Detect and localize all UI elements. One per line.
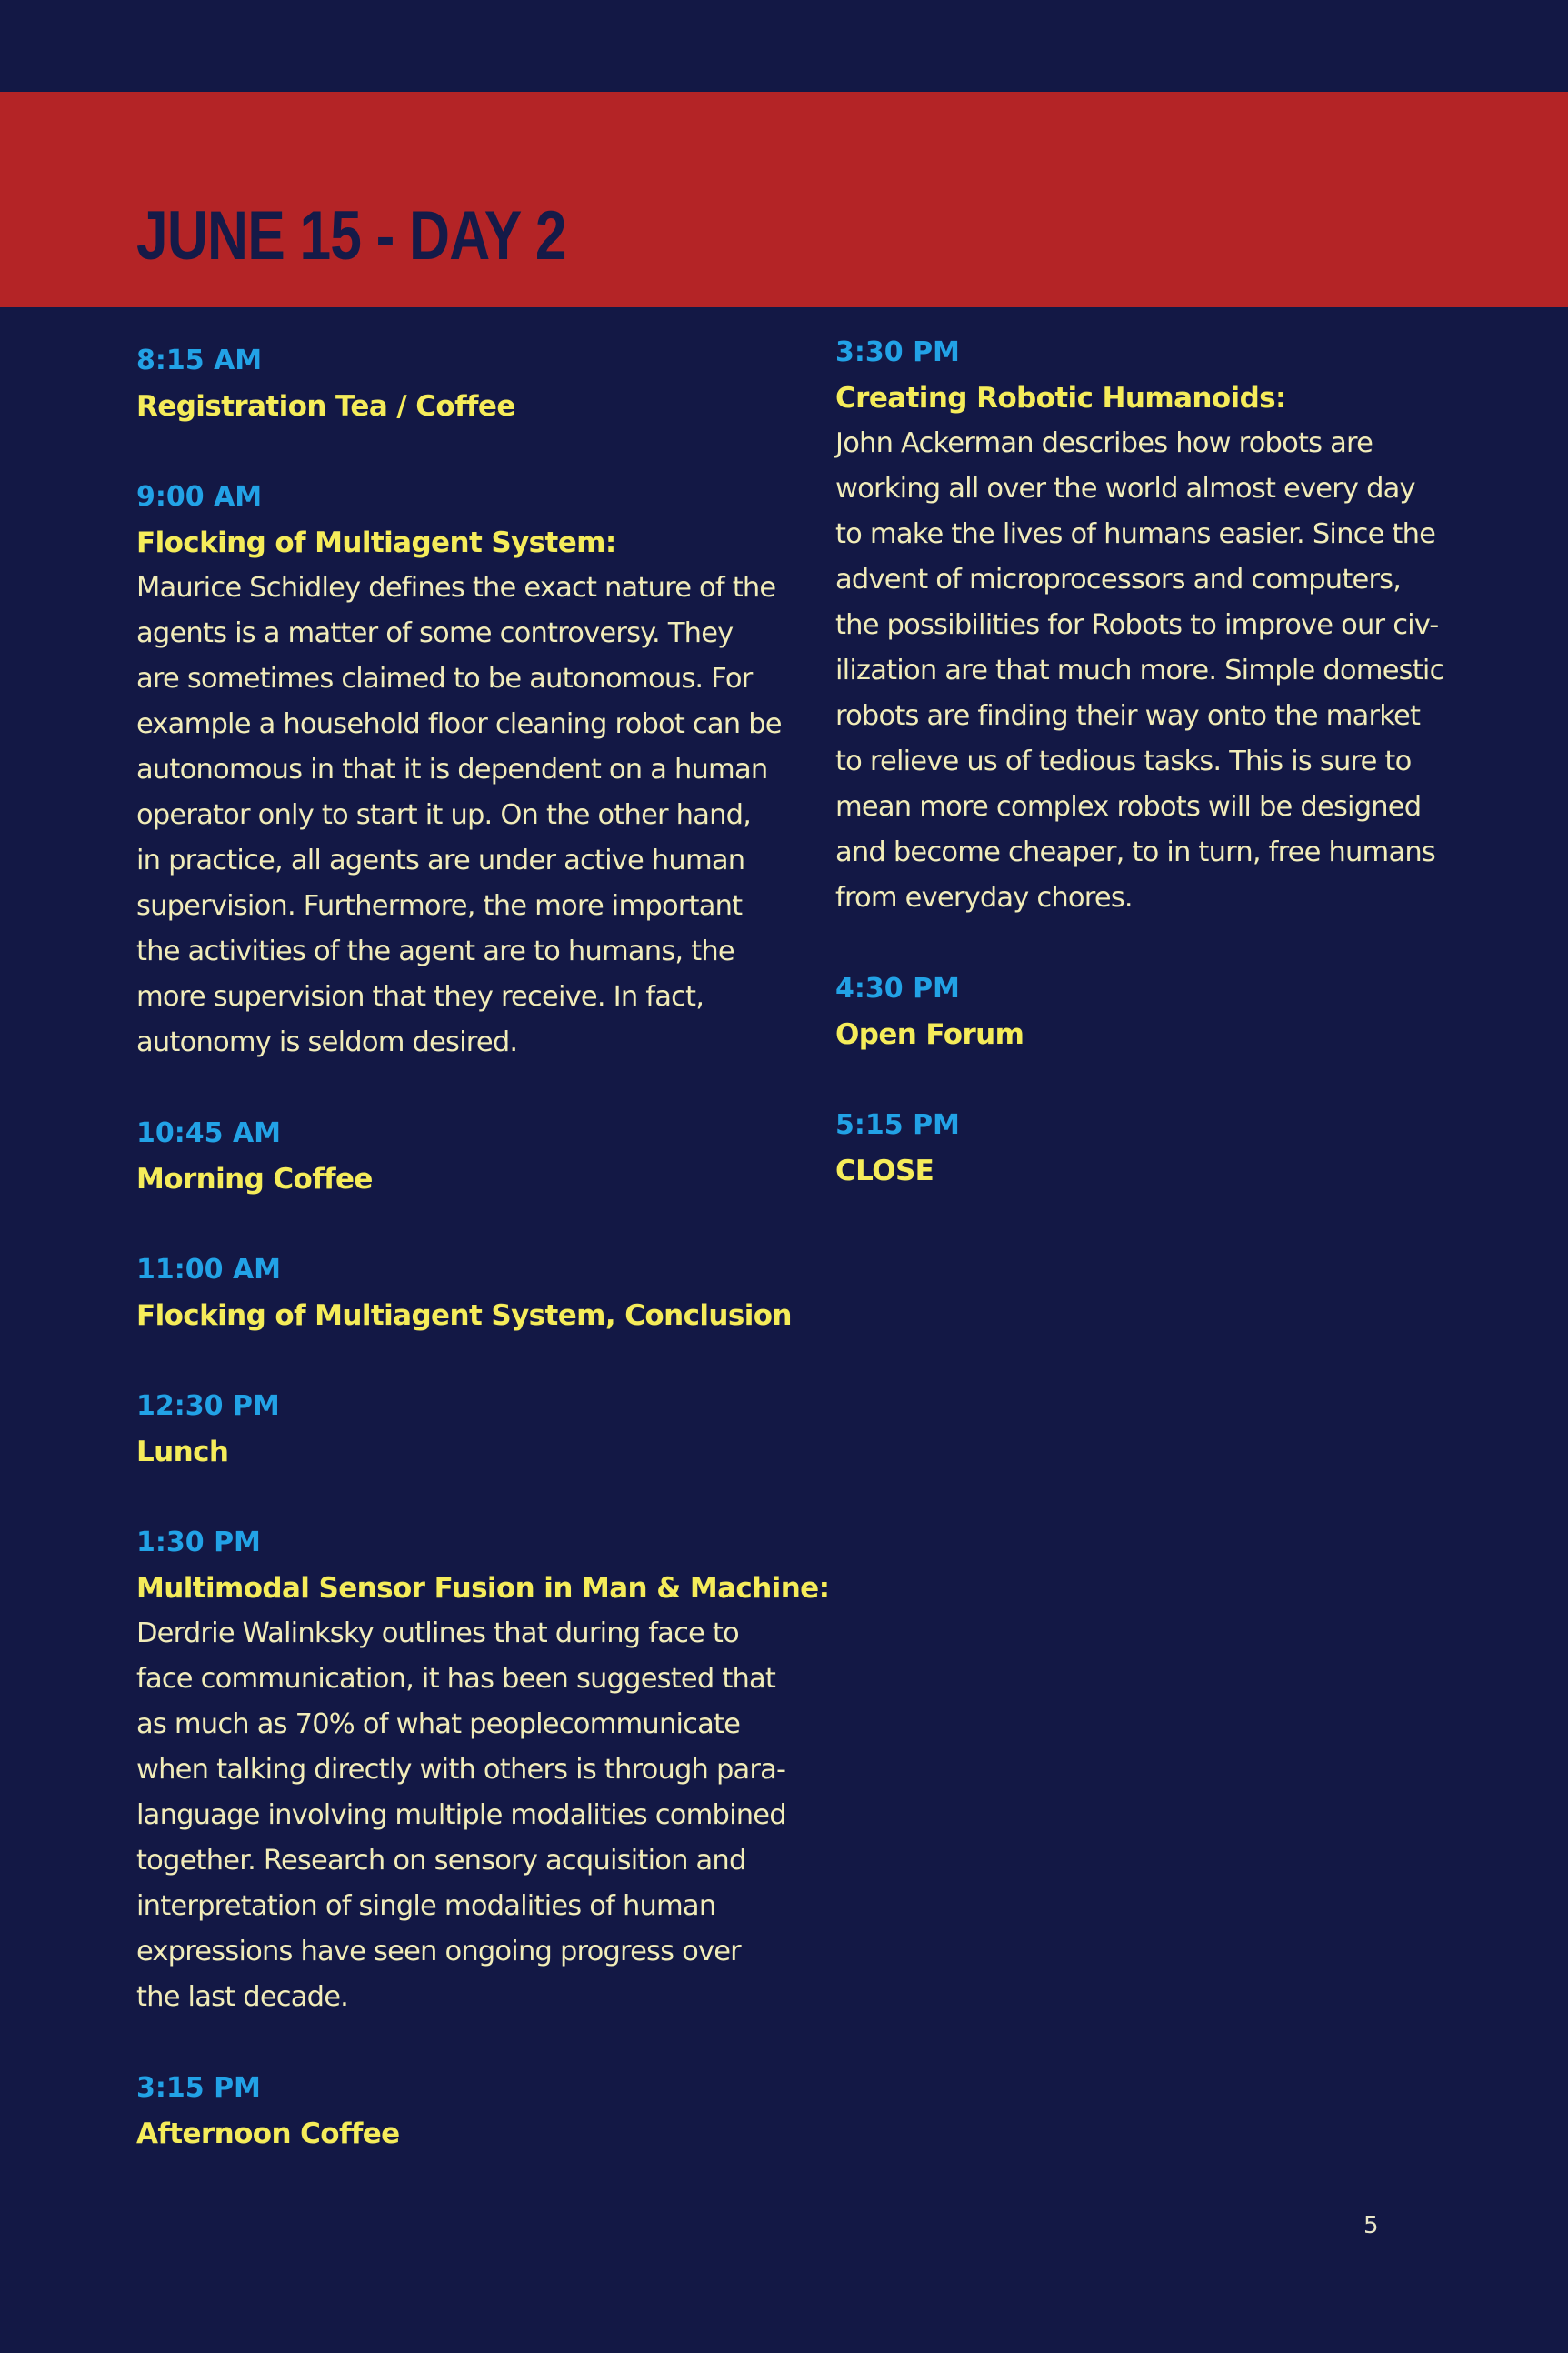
event-description <box>835 421 1476 921</box>
event-title: Afternoon Coffee <box>136 2118 400 2150</box>
description-line: to make the lives of humans easier. Since the <box>835 518 1436 550</box>
event-title: CLOSE <box>835 1155 934 1187</box>
schedule-item <box>136 1384 777 1475</box>
description-line: to relieve us of tedious tasks. This is sure to <box>835 746 1412 777</box>
description-line: advent of microprocessors and computers, <box>835 564 1402 596</box>
event-time: 3:15 PM <box>136 2072 261 2104</box>
description-line: operator only to start it up. On the other hand, <box>136 799 752 831</box>
schedule-item <box>136 338 777 429</box>
event-time: 3:30 PM <box>835 336 960 368</box>
description-line: robots are finding their way onto the market <box>835 700 1421 732</box>
description-line: expressions have seen ongoing progress over <box>136 1936 741 1968</box>
schedule-column-right <box>835 330 1476 1239</box>
description-line: autonomous in that it is dependent on a human <box>136 754 768 786</box>
description-line: the possibilities for Robots to improve our civ- <box>835 609 1439 641</box>
event-time: 4:30 PM <box>835 973 960 1005</box>
description-line: when talking directly with others is through para- <box>136 1754 786 1786</box>
description-line: John Ackerman describes how robots are <box>835 427 1373 459</box>
description-line: the last decade. <box>136 1981 349 2013</box>
description-line: autonomy is seldom desired. <box>136 1026 518 1058</box>
event-time: 10:45 AM <box>136 1117 282 1149</box>
schedule-item <box>835 966 1476 1057</box>
description-line: language involving multiple modalities combined <box>136 1799 786 1831</box>
event-title: Creating Robotic Humanoids: <box>835 382 1286 415</box>
description-line: interpretation of single modalities of human <box>136 1890 716 1922</box>
event-time: 9:00 AM <box>136 481 263 513</box>
description-line: in practice, all agents are under active human <box>136 845 745 876</box>
schedule-item <box>136 475 782 1066</box>
schedule-item <box>136 1247 792 1338</box>
description-line: Maurice Schidley defines the exact nature of the <box>136 572 776 604</box>
event-time: 12:30 PM <box>136 1390 280 1422</box>
event-title: Multimodal Sensor Fusion in Man & Machine: <box>136 1572 830 1605</box>
day-title: JUNE 15 - DAY 2 <box>136 197 566 275</box>
schedule-item <box>136 2066 777 2157</box>
event-title: Open Forum <box>835 1018 1024 1051</box>
event-title: Lunch <box>136 1436 229 1468</box>
description-line: are sometimes claimed to be autonomous. For <box>136 663 753 695</box>
page-number: 5 <box>1363 2212 1379 2239</box>
event-title: Morning Coffee <box>136 1163 373 1196</box>
description-line: example a household floor cleaning robot can be <box>136 708 782 740</box>
event-description <box>136 566 782 1066</box>
schedule-column-left <box>136 338 830 2202</box>
event-time: 8:15 AM <box>136 345 263 376</box>
description-line: as much as 70% of what peoplecommunicate <box>136 1708 741 1740</box>
description-line: Derdrie Walinksky outlines that during face to <box>136 1617 739 1649</box>
event-title: Registration Tea / Coffee <box>136 390 515 423</box>
description-line: face communication, it has been suggested that <box>136 1663 776 1695</box>
event-title: Flocking of Multiagent System: <box>136 526 616 559</box>
description-line: mean more complex robots will be designed <box>835 791 1422 823</box>
description-line: together. Research on sensory acquisition and <box>136 1845 746 1877</box>
schedule-item <box>136 1111 777 1202</box>
description-line: supervision. Furthermore, the more important <box>136 890 743 922</box>
schedule-item <box>136 1520 830 2020</box>
event-title: Flocking of Multiagent System, Conclusion <box>136 1299 792 1332</box>
schedule-item <box>835 330 1476 921</box>
description-line: working all over the world almost every day <box>835 473 1415 505</box>
event-time: 5:15 PM <box>835 1109 960 1141</box>
description-line: the activities of the agent are to humans, the <box>136 936 734 967</box>
event-time: 1:30 PM <box>136 1527 261 1558</box>
schedule-item <box>835 1103 1476 1194</box>
event-time: 11:00 AM <box>136 1254 282 1286</box>
event-description <box>136 1611 786 2020</box>
description-line: and become cheaper, to in turn, free humans <box>835 836 1435 868</box>
description-line: agents is a matter of some controversy. They <box>136 617 734 649</box>
description-line: from everyday chores. <box>835 882 1133 914</box>
description-line: ilization are that much more. Simple domestic <box>835 655 1444 686</box>
description-line: more supervision that they receive. In fact, <box>136 981 704 1013</box>
